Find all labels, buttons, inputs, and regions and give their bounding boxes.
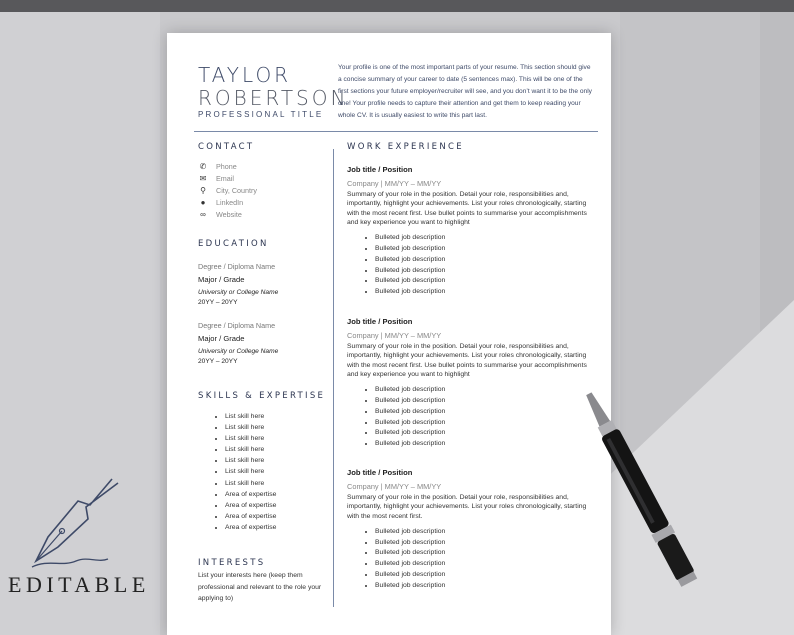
job-bullet: • Bulleted job description (375, 439, 595, 450)
education-years: 20YY – 20YY (198, 358, 238, 365)
contact-label: Phone (216, 162, 237, 171)
contact-phone (198, 162, 237, 171)
skill-item: • Area of expertise (225, 489, 276, 500)
education-years: 20YY – 20YY (198, 299, 238, 306)
major-grade: Major / Grade (198, 334, 245, 343)
job-bullet: • Bulleted job description (375, 287, 595, 298)
interests-text: List your interests here (keep them professional and relevant to the role your applying to) (198, 572, 322, 602)
contact-label: LinkedIn (216, 198, 244, 207)
interests-heading: INTERESTS (198, 558, 266, 568)
job-bullet: • Bulleted job description (375, 266, 595, 277)
editable-label: EDITABLE (8, 572, 150, 597)
skills-heading: SKILLS & EXPERTISE (198, 391, 326, 401)
job-bullets (347, 233, 595, 298)
skill-item: • List skill here (225, 433, 276, 444)
skill-item: • Area of expertise (225, 500, 276, 511)
job-summary: Summary of your role in the position. Detail your role, responsibilities and, importantly, highlight your achievements. List your roles chronologically, starting with the most recent first. Use bullet points to summarise your accomplishments and key experience you want to highlight (347, 191, 587, 226)
job-bullet: • Bulleted job description (375, 570, 595, 581)
job-entry (347, 165, 595, 298)
last-name: ROBERTSON (198, 86, 349, 110)
profile-summary: Your profile is one of the most important parts of your resume. This section should give a concise summary of your career to date (5 sentences max). This will be one of the first sections your future employer/recruiter will see, and you don’t want it to be the only one! Your profile needs to capture their attention and get them to keep reading your whole CV. It is usually easiest to write this part last. (338, 64, 592, 119)
contact-label: Email (216, 174, 234, 183)
job-bullet: • Bulleted job description (375, 233, 595, 244)
column-divider (333, 149, 334, 607)
job-bullet: • Bulleted job description (375, 276, 595, 287)
degree-name: Degree / Diploma Name (198, 321, 276, 330)
job-bullet: • Bulleted job description (375, 418, 595, 429)
contact-heading: CONTACT (198, 142, 255, 152)
job-bullet: • Bulleted job description (375, 527, 595, 538)
skills-list (209, 411, 276, 533)
job-bullets (347, 385, 595, 450)
job-bullet: • Bulleted job description (375, 559, 595, 570)
first-name: TAYLOR (198, 63, 292, 87)
job-bullet: • Bulleted job description (375, 407, 595, 418)
job-title: Job title / Position (347, 468, 413, 477)
top-bar (0, 0, 794, 12)
fountain-pen-icon (28, 475, 128, 570)
contact-email (198, 174, 234, 183)
job-summary: Summary of your role in the position. Detail your role, responsibilities and, importantly, highlight your achievements. List your roles chronologically, starting with the most recent first. (347, 494, 587, 520)
ballpoint-pen-icon (575, 375, 705, 605)
job-company: Company | MM/YY – MM/YY (347, 179, 442, 188)
contact-label: City, Country (216, 186, 258, 195)
resume-page (167, 33, 611, 635)
contact-location (198, 186, 257, 195)
skill-item: • List skill here (225, 466, 276, 477)
job-entry (347, 468, 595, 592)
job-bullets (347, 527, 595, 592)
education-heading: EDUCATION (198, 239, 269, 249)
skill-item: • List skill here (225, 411, 276, 422)
header-divider (194, 131, 598, 132)
skill-item: • List skill here (225, 444, 276, 455)
skill-item: • List skill here (225, 478, 276, 489)
job-company: Company | MM/YY – MM/YY (347, 331, 442, 340)
contact-label: Website (216, 210, 242, 219)
major-grade: Major / Grade (198, 275, 245, 284)
job-summary: Summary of your role in the position. Detail your role, responsibilities and, importantly, highlight your achievements. List your roles chronologically, starting with the most recent first. Use bullet points to summarise your accomplishments and key experience you want to highlight (347, 343, 587, 378)
job-bullet: • Bulleted job description (375, 385, 595, 396)
job-bullet: • Bulleted job description (375, 255, 595, 266)
job-title: Job title / Position (347, 317, 413, 326)
contact-linkedin (198, 198, 243, 207)
person-icon: ● (200, 198, 206, 207)
professional-title: PROFESSIONAL TITLE (198, 110, 324, 119)
university-name: University or College Name (198, 348, 279, 355)
job-bullet: • Bulleted job description (375, 581, 595, 592)
degree-name: Degree / Diploma Name (198, 262, 276, 271)
job-bullet: • Bulleted job description (375, 244, 595, 255)
job-entry (347, 317, 595, 450)
work-heading: WORK EXPERIENCE (347, 142, 464, 152)
job-bullet: • Bulleted job description (375, 428, 595, 439)
university-name: University or College Name (198, 289, 279, 296)
job-company: Company | MM/YY – MM/YY (347, 482, 442, 491)
location-icon: ⚲ (200, 186, 206, 195)
job-title: Job title / Position (347, 165, 413, 174)
job-bullet: • Bulleted job description (375, 396, 595, 407)
skill-item: • List skill here (225, 422, 276, 433)
skill-item: • Area of expertise (225, 522, 276, 533)
link-icon: ∞ (200, 210, 206, 219)
phone-icon: ✆ (199, 162, 207, 171)
email-icon: ✉ (199, 174, 207, 183)
skill-item: • List skill here (225, 455, 276, 466)
skill-item: • Area of expertise (225, 511, 276, 522)
job-bullet: • Bulleted job description (375, 548, 595, 559)
job-bullet: • Bulleted job description (375, 538, 595, 549)
contact-website (198, 210, 242, 219)
